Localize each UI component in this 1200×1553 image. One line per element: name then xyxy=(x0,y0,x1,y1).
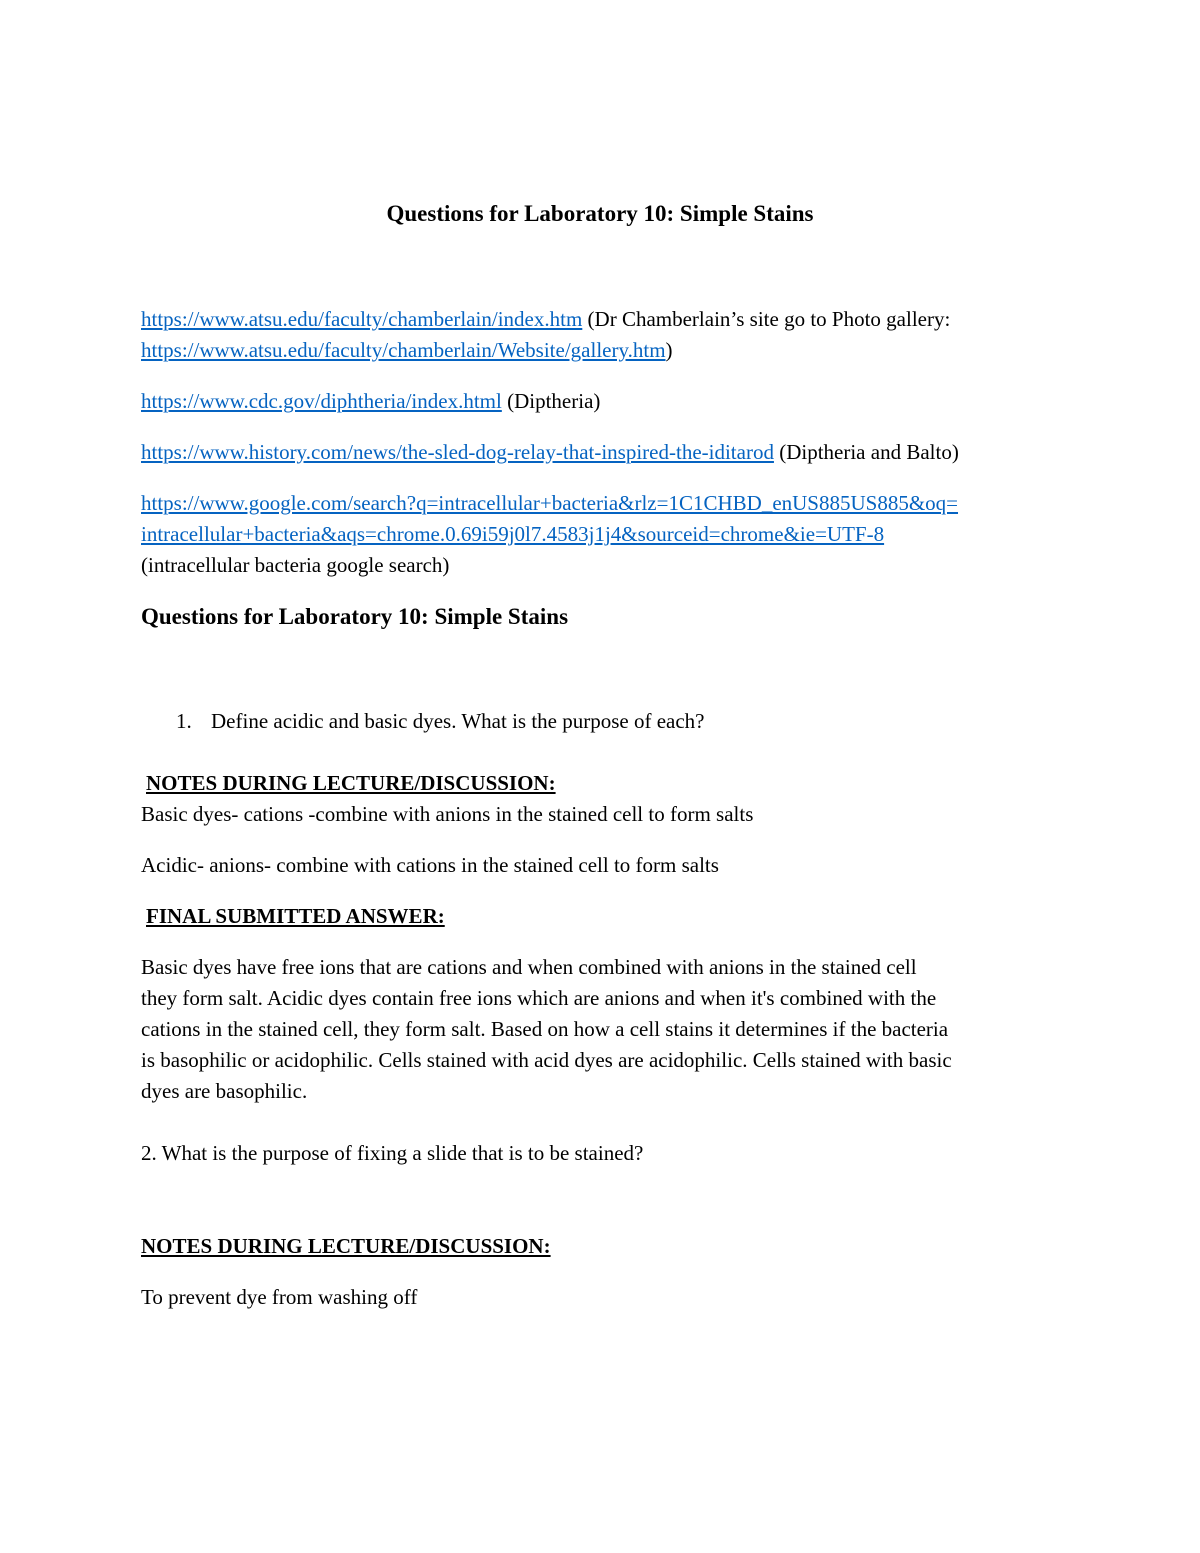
q1-answer-line2: they form salt. Acidic dyes contain free ions which are anions and when it's combined with the xyxy=(141,986,937,1010)
history-note: (Diptheria and Balto) xyxy=(773,440,959,464)
history-link[interactable]: https://www.history.com/news/the-sled-dog-relay-that-inspired-the-iditarod xyxy=(141,440,774,464)
cdc-link[interactable]: https://www.cdc.gov/diphtheria/index.html xyxy=(141,389,502,413)
page-title: Questions for Laboratory 10: Simple Stains xyxy=(386,201,814,226)
link-line-history xyxy=(141,437,959,468)
q1-answer-line5: dyes are basophilic. xyxy=(141,1079,308,1103)
q1-answer-line4: is basophilic or acidophilic. Cells stained with acid dyes are acidophilic. Cells stained with basic xyxy=(141,1048,952,1072)
q1-answer-line1: Basic dyes have free ions that are cations and when combined with anions in the stained cell xyxy=(141,955,917,979)
q1-notes-line2: Acidic- anions- combine with cations in the stained cell to form salts xyxy=(141,853,719,877)
link-line-google-2 xyxy=(141,519,884,550)
link-line-atsu-index xyxy=(141,304,950,335)
q1-answer-line3: cations in the stained cell, they form salt. Based on how a cell stains it determines if the bacteria xyxy=(141,1017,949,1041)
link-line-atsu-gallery xyxy=(141,335,673,366)
q1-notes-line1: Basic dyes- cations -combine with anions in the stained cell to form salts xyxy=(141,802,754,826)
q1-notes-heading: NOTES DURING LECTURE/DISCUSSION: xyxy=(146,771,556,795)
atsu-gallery-close: ) xyxy=(665,338,673,362)
q2-notes-line1: To prevent dye from washing off xyxy=(141,1285,418,1309)
cdc-note: (Diptheria) xyxy=(501,389,601,413)
q2-notes-heading: NOTES DURING LECTURE/DISCUSSION: xyxy=(141,1234,551,1258)
atsu-index-link[interactable]: https://www.atsu.edu/faculty/chamberlain/index.htm xyxy=(141,307,583,331)
section-heading: Questions for Laboratory 10: Simple Stains xyxy=(141,604,569,629)
question1-number: 1. xyxy=(176,709,192,733)
q1-final-heading: FINAL SUBMITTED ANSWER: xyxy=(146,904,445,928)
link-line-google-1 xyxy=(141,488,958,519)
google-link-line2[interactable]: intracellular+bacteria&aqs=chrome.0.69i59j0l7.4583j1j4&sourceid=chrome&ie=UTF-8 xyxy=(141,522,885,546)
question1-text: Define acidic and basic dyes. What is the purpose of each? xyxy=(211,709,705,733)
link-line-cdc xyxy=(141,386,600,417)
atsu-gallery-link[interactable]: https://www.atsu.edu/faculty/chamberlain/Website/gallery.htm xyxy=(141,338,666,362)
question2-text: 2. What is the purpose of fixing a slide that is to be stained? xyxy=(141,1141,644,1165)
atsu-index-note: (Dr Chamberlain’s site go to Photo gallery: xyxy=(582,307,951,331)
google-link-line1[interactable]: https://www.google.com/search?q=intracellular+bacteria&rlz=1C1CHBD_enUS885US885&oq= xyxy=(141,491,959,515)
google-note: (intracellular bacteria google search) xyxy=(141,553,450,577)
